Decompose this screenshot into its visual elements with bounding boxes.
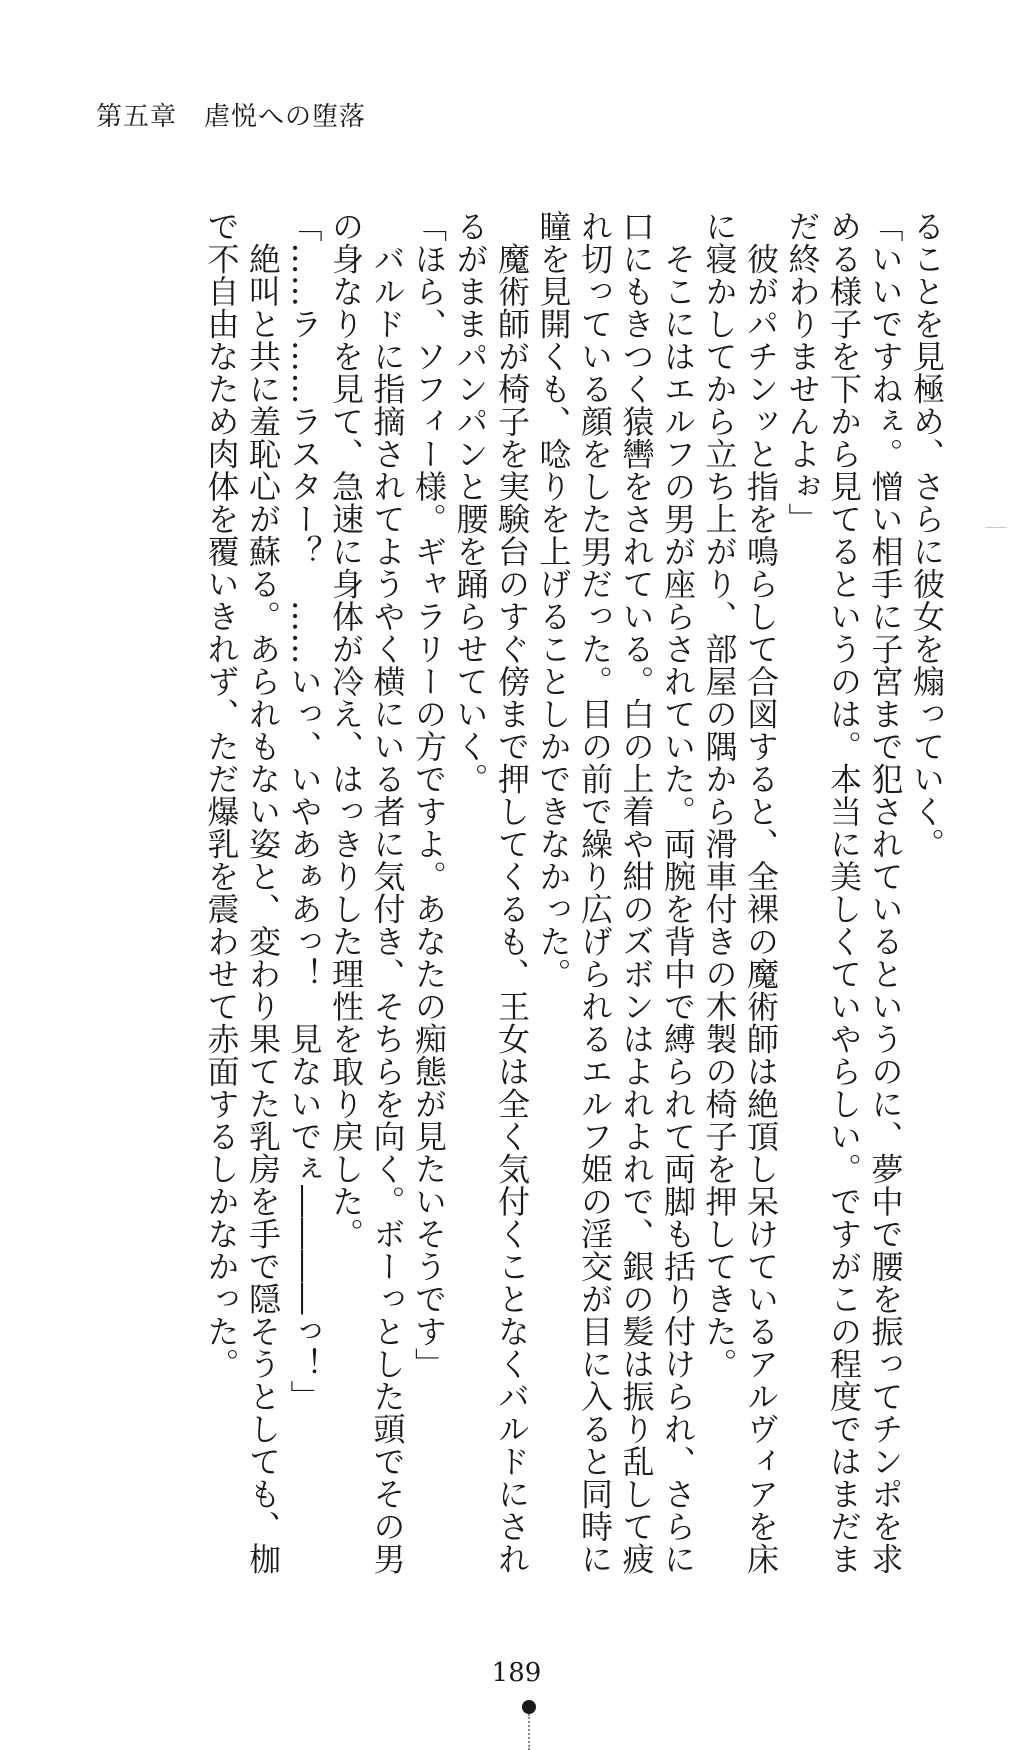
chapter-header: 第五章 虐悦への堕落 — [96, 102, 367, 132]
page-edge-mark — [985, 527, 1007, 528]
paragraph: 彼がパチンッと指を鳴らして合図すると、全裸の魔術師は絶頂し呆けているアルヴィアを床に寝かしてから立ち上がり、部屋の隅から滑車付きの木製の椅子を押してきた。 — [700, 210, 780, 1575]
body-text — [89, 210, 947, 1600]
paragraph: 絶叫と共に羞恥心が蘇る。あられもない姿と、変わり果てた乳房を手で隠そうとしても、枷で不自由なため肉体を覆いきれず、ただ爆乳を震わせて赤面するしかなかった。 — [202, 210, 282, 1575]
bookmark-dot-icon — [522, 1700, 536, 1714]
paragraph: そこにはエルフの男が座らされていた。両腕を背中で縛られて両脚も括り付けられ、さらに口にもきつく猿轡をされている。白の上着や紺のズボンはよれよれで、銀の髪は振り乱して疲れ切っている顔をした男だった。目の前で繰り広げられるエルフ姫の淫交が目に入ると同時に瞳を見開くも、唸りを上げることしかできなかった。 — [534, 210, 697, 1575]
paragraph: バルドに指摘されてようやく横にいる者に気付き、そちらを向く。ボーっとした頭でその男の身なりを見て、急速に身体が冷え、はっきりした理性を取り戻した。 — [327, 210, 407, 1575]
page-number: 189 — [491, 1658, 542, 1688]
paragraph: 魔術師が椅子を実験台のすぐ傍まで押してくるも、王女は全く気付くことなくバルドにされるがままパンパンと腰を踊らせていく。 — [451, 210, 531, 1575]
paragraph: 「ほら、ソフィー様。ギャラリーの方ですよ。あなたの痴態が見たいそうです」 — [410, 210, 448, 1380]
paragraph: 「……ラ……ラスター？ ……いっ、いやあぁあっ！ 見ないでぇ――――っ！」 — [285, 210, 324, 1413]
bookmark-ribbon — [528, 1714, 530, 1750]
paragraph: ることを見極め、さらに彼女を煽っていく。 — [908, 210, 946, 860]
paragraph: 「いいですねぇ。憎い相手に子宮まで犯されているというのに、夢中で腰を振ってチンポを求める様子を下から見てるというのは。本当に美しくていやらしい。ですがこの程度ではまだまだ終わりませんよぉ」 — [783, 210, 905, 1575]
